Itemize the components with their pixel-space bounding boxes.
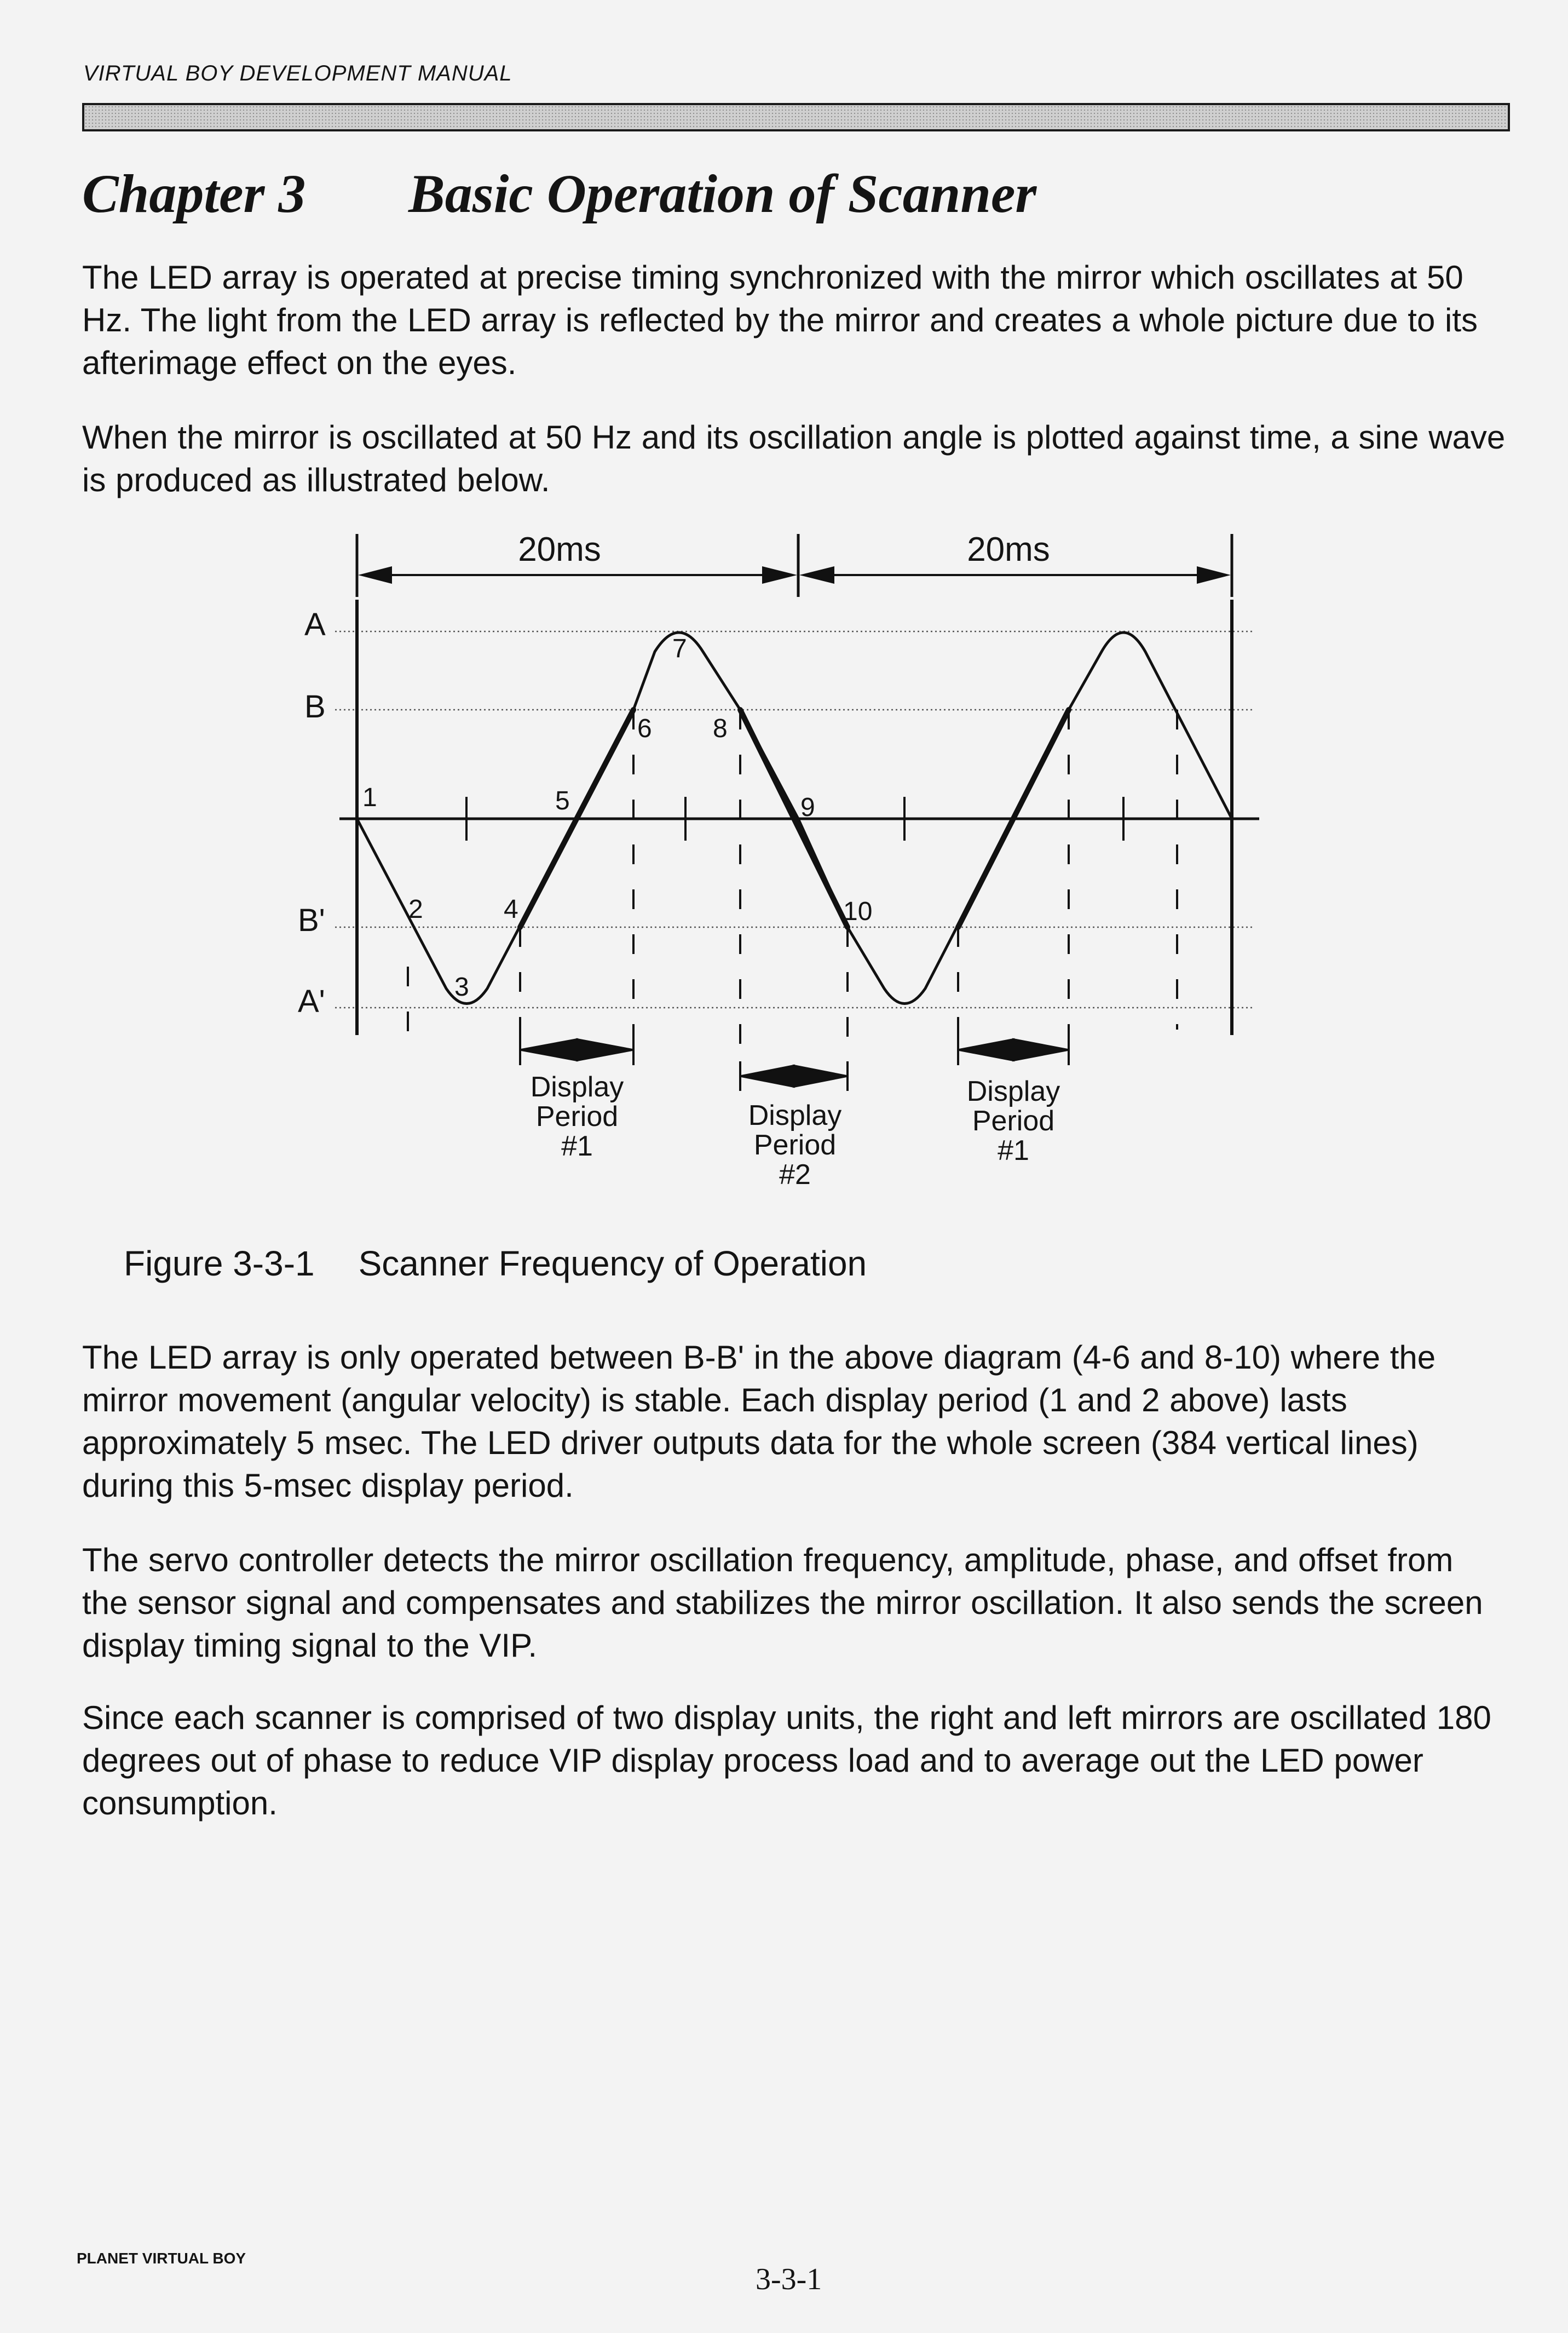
level-label-a: A xyxy=(304,607,326,642)
point-label-3: 3 xyxy=(454,973,469,1002)
period-dimension-markers xyxy=(357,534,1232,597)
point-label-6: 6 xyxy=(637,714,652,743)
level-label-b: B xyxy=(304,689,326,725)
point-label-7: 7 xyxy=(672,634,687,663)
display-period-2-line3: #2 xyxy=(779,1159,811,1191)
footer-publisher: PLANET VIRTUAL BOY xyxy=(77,2250,246,2267)
display-period-1-line2: Period xyxy=(535,1101,619,1133)
paragraph-servo-controller: The servo controller detects the mirror oscillation frequency, amplitude, phase, and offset from the sensor signal and compensates and stabilizes the mirror oscillation. It also sends the screen display timing signal to the VIP. xyxy=(82,1542,1483,1664)
point-label-5: 5 xyxy=(555,786,570,815)
display-period-1-line1: Display xyxy=(530,1071,624,1103)
paragraph-intro: The LED array is operated at precise timing synchronized with the mirror which oscillates at 50 Hz. The light from the LED array is reflected by the mirror and creates a whole picture due to its afterimage effect on the eyes. xyxy=(82,259,1478,381)
display-period-3-line2: Period xyxy=(972,1105,1055,1137)
page-number: 3-3-1 xyxy=(756,2262,822,2296)
point-label-2: 2 xyxy=(408,895,423,924)
display-period-3-line1: Display xyxy=(966,1076,1060,1107)
period-label-2: 20ms xyxy=(967,531,1050,568)
timing-guide-lines xyxy=(408,710,1177,1084)
paragraph-sine-wave: When the mirror is oscillated at 50 Hz and its oscillation angle is plotted against time, a sine wave is produced as illustrated below. xyxy=(82,419,1506,498)
point-label-4: 4 xyxy=(504,895,518,924)
chapter-number: Chapter 3 xyxy=(82,163,306,224)
running-header: VIRTUAL BOY DEVELOPMENT MANUAL xyxy=(83,61,512,85)
point-label-1: 1 xyxy=(362,783,377,812)
point-label-9: 9 xyxy=(800,793,815,822)
figure-caption-title: Scanner Frequency of Operation xyxy=(358,1244,867,1283)
level-label-b-prime: B' xyxy=(298,903,325,938)
display-period-2-line2: Period xyxy=(753,1129,837,1161)
paragraph-led-operation: The LED array is only operated between B-B' in the above diagram (4-6 and 8-10) where the mirror movement (angular velocity) is stable. Each display period (1 and 2 above) lasts approximately 5 msec. The LED driver outputs data for the whole screen (384 vertical lines) during this 5-msec display period. xyxy=(82,1339,1436,1504)
point-label-10: 10 xyxy=(843,897,873,926)
figure-caption-number: Figure 3-3-1 xyxy=(124,1244,315,1283)
point-label-8: 8 xyxy=(713,714,728,743)
period-label-1: 20ms xyxy=(518,531,601,568)
display-period-1-line3: #1 xyxy=(561,1130,593,1162)
diagram-axes xyxy=(339,600,1259,1035)
display-period-3-line3: #1 xyxy=(998,1135,1029,1166)
display-period-2-line1: Display xyxy=(748,1100,842,1131)
figure-caption xyxy=(124,1243,867,1284)
paragraph-display-units: Since each scanner is comprised of two display units, the right and left mirrors are oscillated 180 degrees out of phase to reduce VIP display process load and to average out the LED power consumption. xyxy=(82,1699,1491,1821)
level-label-a-prime: A' xyxy=(298,984,325,1019)
chapter-title: Basic Operation of Scanner xyxy=(408,163,1037,224)
